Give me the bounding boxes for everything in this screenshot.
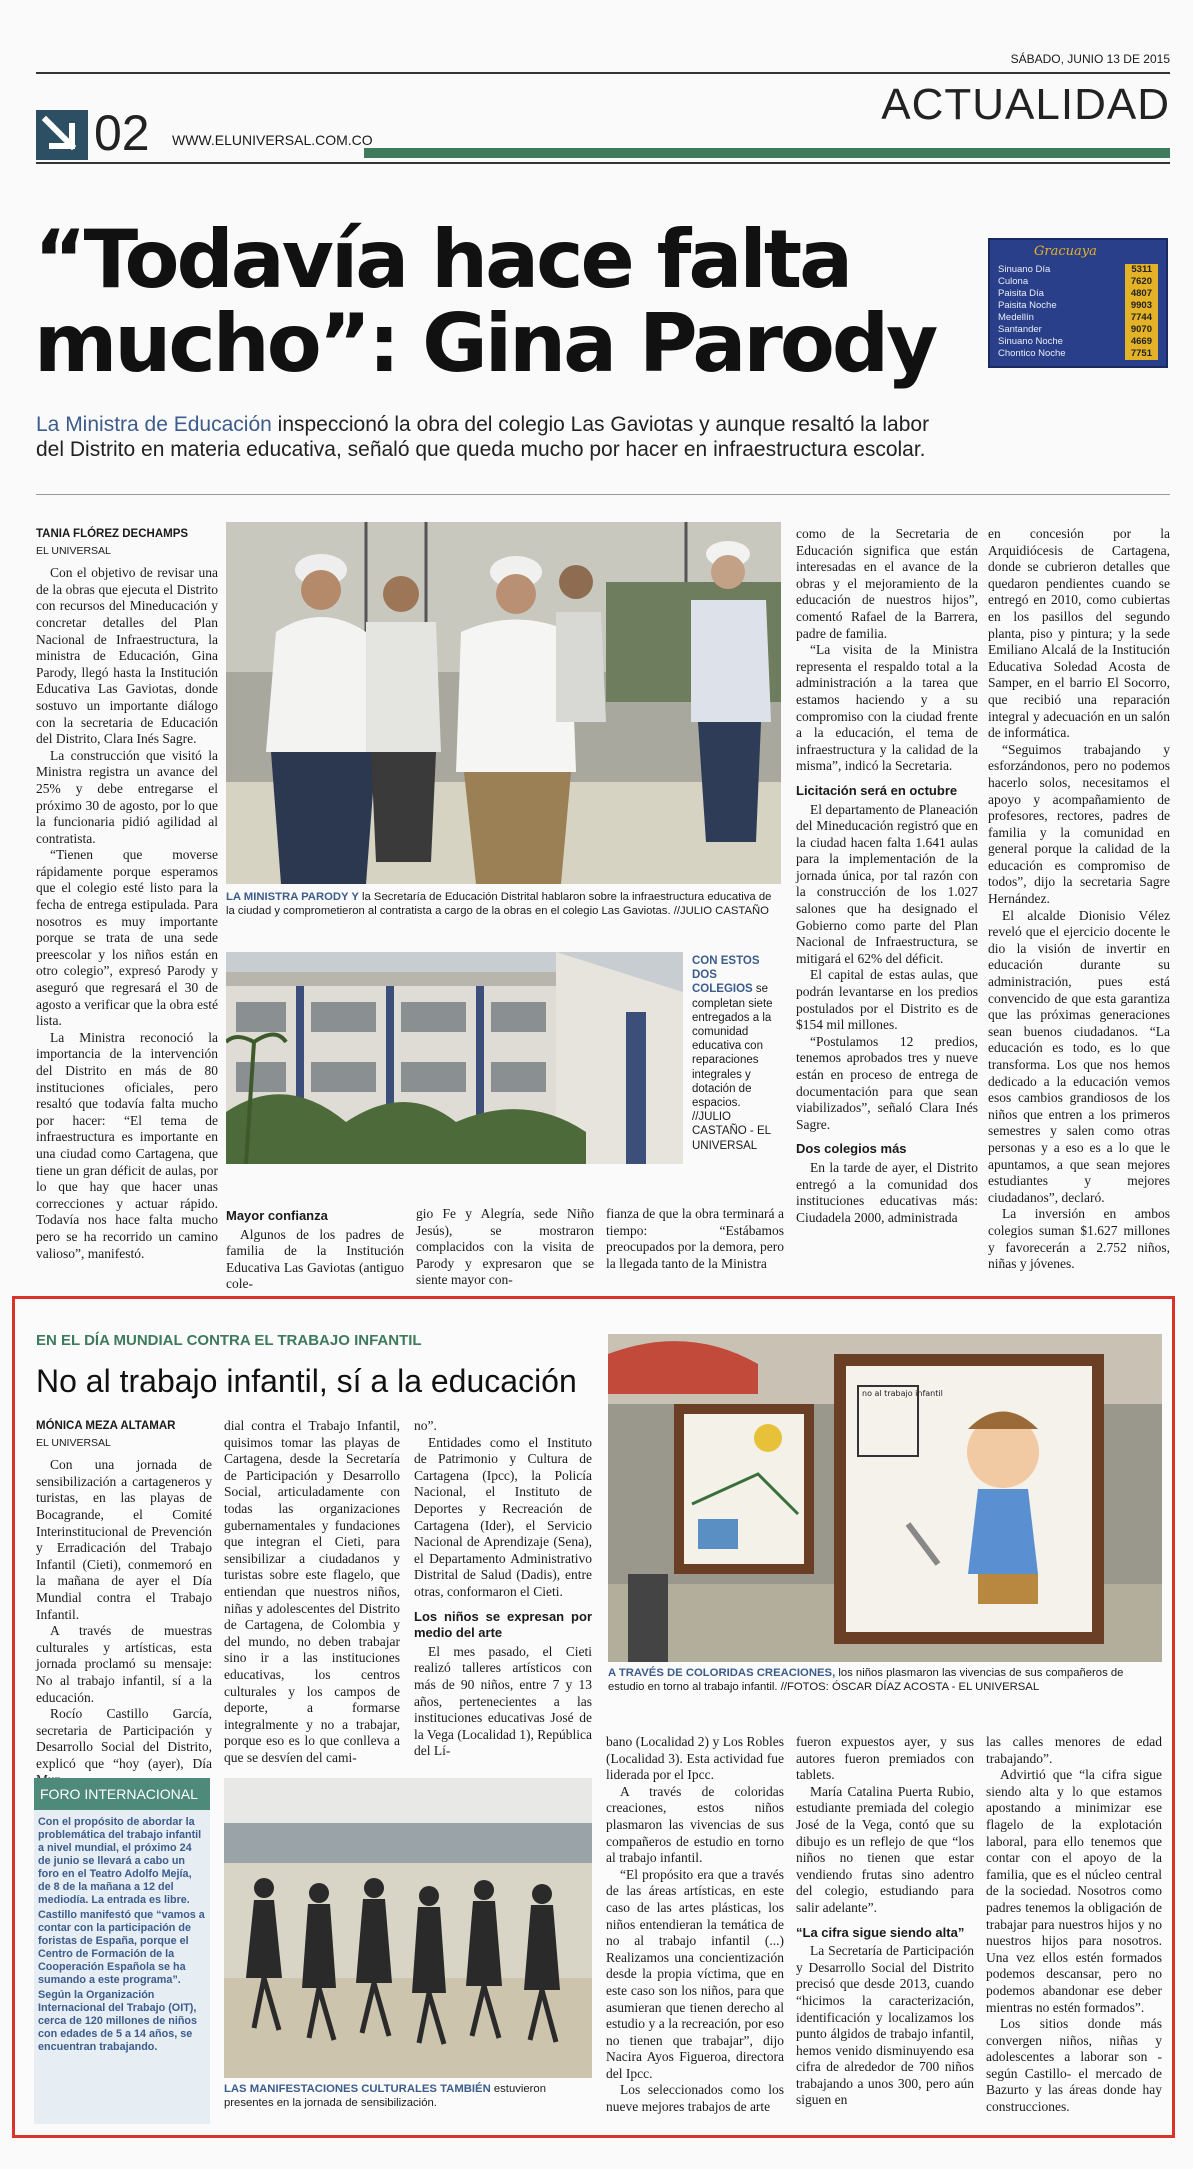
main-col-6 [988, 526, 1170, 1273]
second-col-4 [606, 1734, 784, 2116]
lottery-value: 4807 [1125, 288, 1158, 300]
second-kicker: EN EL DÍA MUNDIAL CONTRA EL TRABAJO INFANTIL [36, 1332, 422, 1349]
paragraph: bano (Localidad 2) y Los Robles (Localidad 3). Esta actividad fue liderada por el Ipcc. [606, 1734, 784, 1783]
caption-key: LA MINISTRA PARODY Y [226, 891, 359, 903]
headline-line-1: “Todavía hace falta [34, 213, 851, 306]
lottery-row [998, 336, 1158, 348]
lottery-label: Sinuano Día [998, 264, 1051, 275]
paragraph: “El propósito era que a través de las áreas artísticas, en este caso de las artes plásticas, los niños entendieran la temática de no al trabajo infantil (...) Realizamos una concientización desde la propia víctima, que en este caso son los niños, para que asumieran que tienen derecho al estudio y a la recreación, por eso no tienen que trabajar”, dijo Nacira Ayos Figueroa, directora del Ipcc. [606, 1866, 784, 2081]
main-col-3 [416, 1206, 594, 1289]
section-title: ACTUALIDAD [881, 80, 1170, 129]
subhead-mayor-confianza: Mayor confianza [226, 1208, 328, 1223]
paragraph: A través de muestras culturales y artísticas, esta jornada proclamó su mensaje: No al trabajo infantil, sí a la educación. [36, 1623, 212, 1705]
photo-dancers-caption [224, 2082, 592, 2110]
main-author: TANIA FLÓREZ DECHAMPS [36, 528, 189, 540]
photo-drawings [608, 1334, 1162, 1662]
lottery-row [998, 324, 1158, 336]
header-rule-top [36, 72, 1170, 74]
paragraph: El capital de estas aulas, que podrán levantarse en los predios postulados por el Distrito es de $154 mil millones. [796, 967, 978, 1033]
forum-item: Según la Organización Internacional del Trabajo (OIT), cerca de 120 millones de niños con edades de 5 a 14 años, se encuentran trabajando. [38, 1989, 198, 2053]
second-col-2 [224, 1418, 400, 1766]
paragraph: La construcción que visitó la Ministra registra un avance del 25% y debe entregarse el próximo 30 de agosto, por lo que la funcionaria pidió agilidad al contratista. [36, 747, 218, 846]
main-col-2 [226, 1200, 404, 1293]
lottery-row [998, 348, 1158, 360]
paragraph: las calles menores de edad trabajando”. [986, 1734, 1162, 1766]
lottery-row [998, 276, 1158, 288]
caption-key: A TRAVÉS DE COLORIDAS CREACIONES, [608, 1667, 836, 1679]
lottery-row [998, 264, 1158, 276]
lottery-label: Medellín [998, 312, 1034, 323]
lottery-row [998, 300, 1158, 312]
lead-rule [36, 494, 1170, 495]
paragraph: A través de coloridas creaciones, estos niños plasmaron las vivencias de sus compañeros de estudio en torno al trabajo infantil. [606, 1783, 784, 1866]
header-green-rule [364, 148, 1170, 158]
second-col-6 [986, 1734, 1162, 2116]
paragraph: María Catalina Puerta Rubio, estudiante premiada del colegio José de la Vega, contó que su dibujo es un reflejo de que “los niños no tienen que estar vendiendo frutas sino adentro del colegio, estudiando para salir adelante”. [796, 1783, 974, 1915]
main-col-4 [606, 1206, 784, 1272]
forum-box [34, 1778, 210, 2124]
lead-rest-1: inspeccionó la obra del colegio Las Gaviotas y aunque resaltó la labor [271, 413, 930, 436]
paragraph: El mes pasado, el Cieti realizó talleres artísticos con más de 90 niños, entre 7 y 13 años, pertenecientes a las instituciones educativas José de la Vega (Localidad 1), República del Lí- [414, 1643, 592, 1759]
paragraph: Entidades como el Instituto de Patrimonio y Cultura de Cartagena (Ipcc), la Policía Nacional, el Instituto de Deportes y Recreación de Cartagena (Ider), el Servicio Nacional de Aprendizaje (Sena), el Departamento Administrativo Distrital de Salud (Dadis), entre otras, conformaron el Cieti. [414, 1434, 592, 1599]
paragraph: dial contra el Trabajo Infantil, quisimos tomar las playas de Cartagena, desde la Secretaría de Participación y Desarrollo Social, articuladamente con todas las organizaciones gubernamentales y fundaciones que integran el Cieti, para sensibilizar a ciudadanos y turistas sobre este flagelo, que entiendan que nuestros niños, niñas y adolescentes del Distrito de Cartagena, de Colombia y del mundo, no deben trabajar sino ir a las instituciones educativas, los centros culturales y los campos de deporte, a formarse integralmente y no a trabajar, porque eso es lo que conlleva a que se desvíen del cami- [224, 1418, 400, 1765]
paragraph: Algunos de los padres de familia de la Institución Educativa Las Gaviotas (antiguo cole- [226, 1226, 404, 1292]
caption-text: la Secretaría de Educación Distrital hablaron sobre la infraestructura educativa de la ciudad y comprometieron al contratista a cargo de la obras en el colegio Las Gaviotas. //JULIO CASTAÑO [226, 891, 772, 917]
second-col-1 [36, 1418, 212, 1789]
paragraph: Advirtió que “la cifra sigue siendo alta y lo que estamos apostando a minimizar ese flagelo de la explotación laboral, para ello tenemos que contar con el apoyo de la familia, que es el núcleo central de la sociedad. Nosotros como padres tenemos la obligación de trabajar para nuestros hijos y no nuestros hijos para nosotros. Una vez ellos estén formados podemos descansar, pero no podemos abandonar ese deber mientras no estén formados”. [986, 1767, 1162, 2015]
subhead-dos-colegios: Dos colegios más [796, 1141, 907, 1157]
subhead-cifra: “La cifra sigue siendo alta” [796, 1924, 965, 1940]
paragraph: fueron expuestos ayer, y sus autores fueron premiados con tablets. [796, 1734, 974, 1783]
main-col-5 [796, 526, 978, 1226]
lead-line-2: del Distrito en materia educativa, señaló que queda mucho por hacer en infraestructura escolar. [36, 438, 926, 461]
paragraph: La inversión en ambos colegios suman $1.627 millones y favorecerán a 2.752 niños, niñas y jóvenes. [988, 1206, 1170, 1272]
paragraph: “La visita de la Ministra representa el respaldo total a la administración a la tarea que estamos haciendo y a su compromiso con la ciudad frente a la educación, el tema de infraestructura y la calidad de la misma”, indicó la Secretaria. [796, 642, 978, 774]
subhead-licitacion: Licitación será en octubre [796, 782, 958, 798]
paragraph: El alcalde Dionisio Vélez reveló que el ejercicio docente le dio la visión de invertir en educación durante su administración, pues está convencido de que esta garantiza que las próximas generaciones sean buenos ciudadanos. “La educación es todo, es lo que transforma. Los que nos hemos dedicado a la educación vemos esos cambios grandiosos de los niños que entren a los primeros semestres y salen como otras personas y a eso es a lo que le apuntamos, a que sean mejores estudiantes y mejores ciudadanos”, declaró. [988, 907, 1170, 1205]
main-headline [34, 213, 936, 390]
website[interactable]: WWW.ELUNIVERSAL.COM.CO [172, 132, 373, 148]
second-org: EL UNIVERSAL [36, 1436, 111, 1449]
forum-item: Castillo manifestó que “vamos a contar con la participación de foristas de España, porque el Centro de Formación de la Cooperación Española se ha sumando a este programa”. [38, 1909, 205, 1986]
lottery-value: 7744 [1125, 312, 1158, 324]
header-date: SÁBADO, JUNIO 13 DE 2015 [1010, 52, 1170, 66]
paragraph: en concesión por la Arquidiócesis de Cartagena, donde se cubrieron detalles que quedaron pendientes cuando se entregó en 2010, como cubiertas en los pasillos del segundo planta, piso y pintura; y la sede Emiliano Alcalá de la Institución Educativa Soledad Acosta de Samper, en el barrio El Socorro, que recibió una reparación integral y adecuación en un salón de informática. [988, 526, 1170, 741]
forum-item: Con el propósito de abordar la problemática del trabajo infantil a nivel mundial, el próximo 24 de junio se llevará a cabo un foro en el Teatro Adolfo Mejía, de 8 de la mañana a 12 del mediodía. La entrada es libre. [38, 1816, 202, 1906]
paragraph: La Secretaría de Participación y Desarrollo Social del Distrito precisó que desde 2013, cuando “hicimos la caracterización, identificación y localizamos los punto álgidos de trabajo infantil, hemos venido disminuyendo esa cifra de alrededor de 700 niños trabajando a unos 300, pero aún siguen en [796, 1943, 974, 2108]
paragraph: Rocío Castillo García, secretaria de Participación y Desarrollo Social del Distrito, explicó que “hoy (ayer), Día [36, 1706, 212, 1771]
caption-key: CON ESTOS DOS COLEGIOS [692, 955, 760, 996]
page-number: 02 [94, 105, 150, 161]
paragraph: “Postulamos 12 predios, tenemos aprobados tres y nueve están en proceso de entrega de documentación para que sean viabilizados”, señaló Clara Inés Sagre. [796, 1033, 978, 1132]
lottery-value: 4669 [1125, 336, 1158, 348]
caption-text: se completan siete entregados a la comunidad educativa con reparaciones integrales y dotación de espacios. //JULIO CASTAÑO - EL UNIVERSAL [692, 983, 773, 1152]
photo-school-caption [692, 954, 780, 1153]
lottery-label: Chontico Noche [998, 348, 1066, 359]
paragraph: fianza de que la obra terminará a tiempo: “Estábamos preocupados por la demora, pero la llegada tanto de la Ministra [606, 1206, 784, 1271]
paragraph: Los sitios donde más convergen niños, niñas y adolescentes a laborar son -según Castillo- el mercado de Bazurto y las áreas donde hay construcciones. [986, 2016, 1162, 2115]
photo-minister [226, 522, 781, 884]
paragraph: gio Fe y Alegría, sede Niño Jesús), se mostraron complacidos con la visita de Parody y expresaron que se siente mayor con- [416, 1206, 594, 1288]
second-col-5 [796, 1734, 974, 2109]
lottery-label: Paisita Noche [998, 300, 1057, 311]
photo-drawings-caption [608, 1666, 1162, 1694]
lottery-value: 9070 [1125, 324, 1158, 336]
paragraph: “Seguimos trabajando y esforzándonos, pero no podemos hacerlo solos, necesitamos el apoyo y acompañamiento de profesores, rectores, padres de familia y la comunidad en general porque la calidad de la educación es compromiso de todos”, dijo la secretaria Sagre Hernández. [988, 741, 1170, 907]
lottery-label: Paisita Día [998, 288, 1044, 299]
second-headline: No al trabajo infantil, sí a la educación [36, 1363, 577, 1399]
header-rule-bottom [36, 162, 1170, 164]
arrow-icon-box [36, 110, 88, 160]
lottery-label: Santander [998, 324, 1042, 335]
lottery-label: Culona [998, 276, 1029, 287]
lottery-value: 9903 [1125, 300, 1158, 312]
lottery-row [998, 312, 1158, 324]
lottery-value: 7620 [1125, 276, 1158, 288]
subhead-ninos-arte: Los niños se expresan por medio del arte [414, 1608, 592, 1641]
paragraph: como de la Secretaria de Educación significa que están interesadas en el avance de la obras y el mejoramiento de la educación de nuestros hijos”, comentó Rafael de la Barrera, padre de familia. [796, 526, 978, 641]
photo-dancers [224, 1778, 592, 2078]
forum-body [34, 1810, 210, 2060]
lead-highlight: La Ministra de Educación [36, 413, 272, 436]
lottery-label: Sinuano Noche [998, 336, 1063, 347]
caption-text: estuvieron presentes en la jornada de sensibilización. [224, 2083, 546, 2109]
paragraph: El departamento de Planeación del Mineducación registró que en la ciudad hacen falta 1.641 aulas para la implementación de la jornada única, por tal razón con la construcción de los 1.027 salones que ha designado el Gobierno como parte del Plan Nacional de Infraestructura, se mitigará el 62% del déficit. [796, 801, 978, 966]
lottery-rows [998, 264, 1158, 360]
paragraph: Los seleccionados como los nueve mejores trabajos de arte [606, 2082, 784, 2115]
second-author: MÓNICA MEZA ALTAMAR [36, 1420, 176, 1432]
paragraph: “Tienen que moverse rápidamente porque esperamos que el colegio esté listo para la fecha de entrega estipulada. Para nosotros es muy importante porque se trata de una sede preescolar y los niños están en otro colegio”, expresó Parody y aseguró que regresará el 30 de agosto a verificar que la obra esté lista. [36, 847, 218, 1029]
lead-paragraph [36, 412, 1170, 462]
photo-minister-caption [226, 890, 781, 918]
main-org: EL UNIVERSAL [36, 544, 111, 557]
paragraph: Con una jornada de sensibilización a cartageneros y turistas, en las playas de Bocagrande, el Comité Interinstitucional de Prevención y Erradicación del Trabajo Infantil (Cieti), conmemoró en la mañana de ayer el Día Mundial contra el Trabajo Infantil. [36, 1457, 212, 1622]
paragraph: no”. [414, 1418, 437, 1433]
paragraph: La Ministra reconoció la importancia de la intervención del Distrito en más de 80 instituciones oficiales, pero resaltó que todavía falta mucho por hacer: “El tema de infraestructura es importante en una ciudad como Cartagena, que tiene un gran déficit de aulas, por lo que hay que hacer unas correcciones y actuar rápido. Todavía nos hace falta mucho pero se ha recorrido un camino valioso”, manifestó. [36, 1029, 218, 1261]
caption-key: LAS MANIFESTACIONES CULTURALES TAMBIÉN [224, 2083, 491, 2095]
headline-line-2: mucho”: Gina Parody [34, 297, 936, 390]
paragraph: En la tarde de ayer, el Distrito entregó a la comunidad dos instituciones educativas más: Ciudadela 2000, administrada [796, 1159, 978, 1225]
lottery-row [998, 288, 1158, 300]
lottery-results-box [988, 238, 1168, 368]
forum-title: FORO INTERNACIONAL [34, 1778, 210, 1810]
second-col-3 [414, 1418, 592, 1760]
lottery-value: 5311 [1125, 264, 1158, 276]
lottery-brand: Gracuaya [1034, 244, 1097, 259]
drawing-sign-text: no al trabajo infantil [862, 1389, 943, 1398]
photo-school [226, 952, 683, 1164]
lottery-value: 7751 [1125, 348, 1158, 360]
main-col-1 [36, 526, 218, 1262]
arrow-down-right-icon [36, 110, 88, 160]
caption-text: los niños plasmaron las vivencias de sus compañeros de estudio en torno al trabajo infantil. //FOTOS: ÓSCAR DÍAZ ACOSTA - EL UNIVERSAL [608, 1667, 1124, 1693]
paragraph: Con el objetivo de revisar una de la obras que ejecuta el Distrito con recursos del Mineducación y concretar detalles del Plan Nacional de Infraestructura, la ministra de Educación, Gina Parody, llegó hasta la Institución Educativa Las Gaviotas, donde sostuvo un importante diálogo con la secretaria de Educación del Distrito, Clara Inés Sagre. [36, 565, 218, 747]
